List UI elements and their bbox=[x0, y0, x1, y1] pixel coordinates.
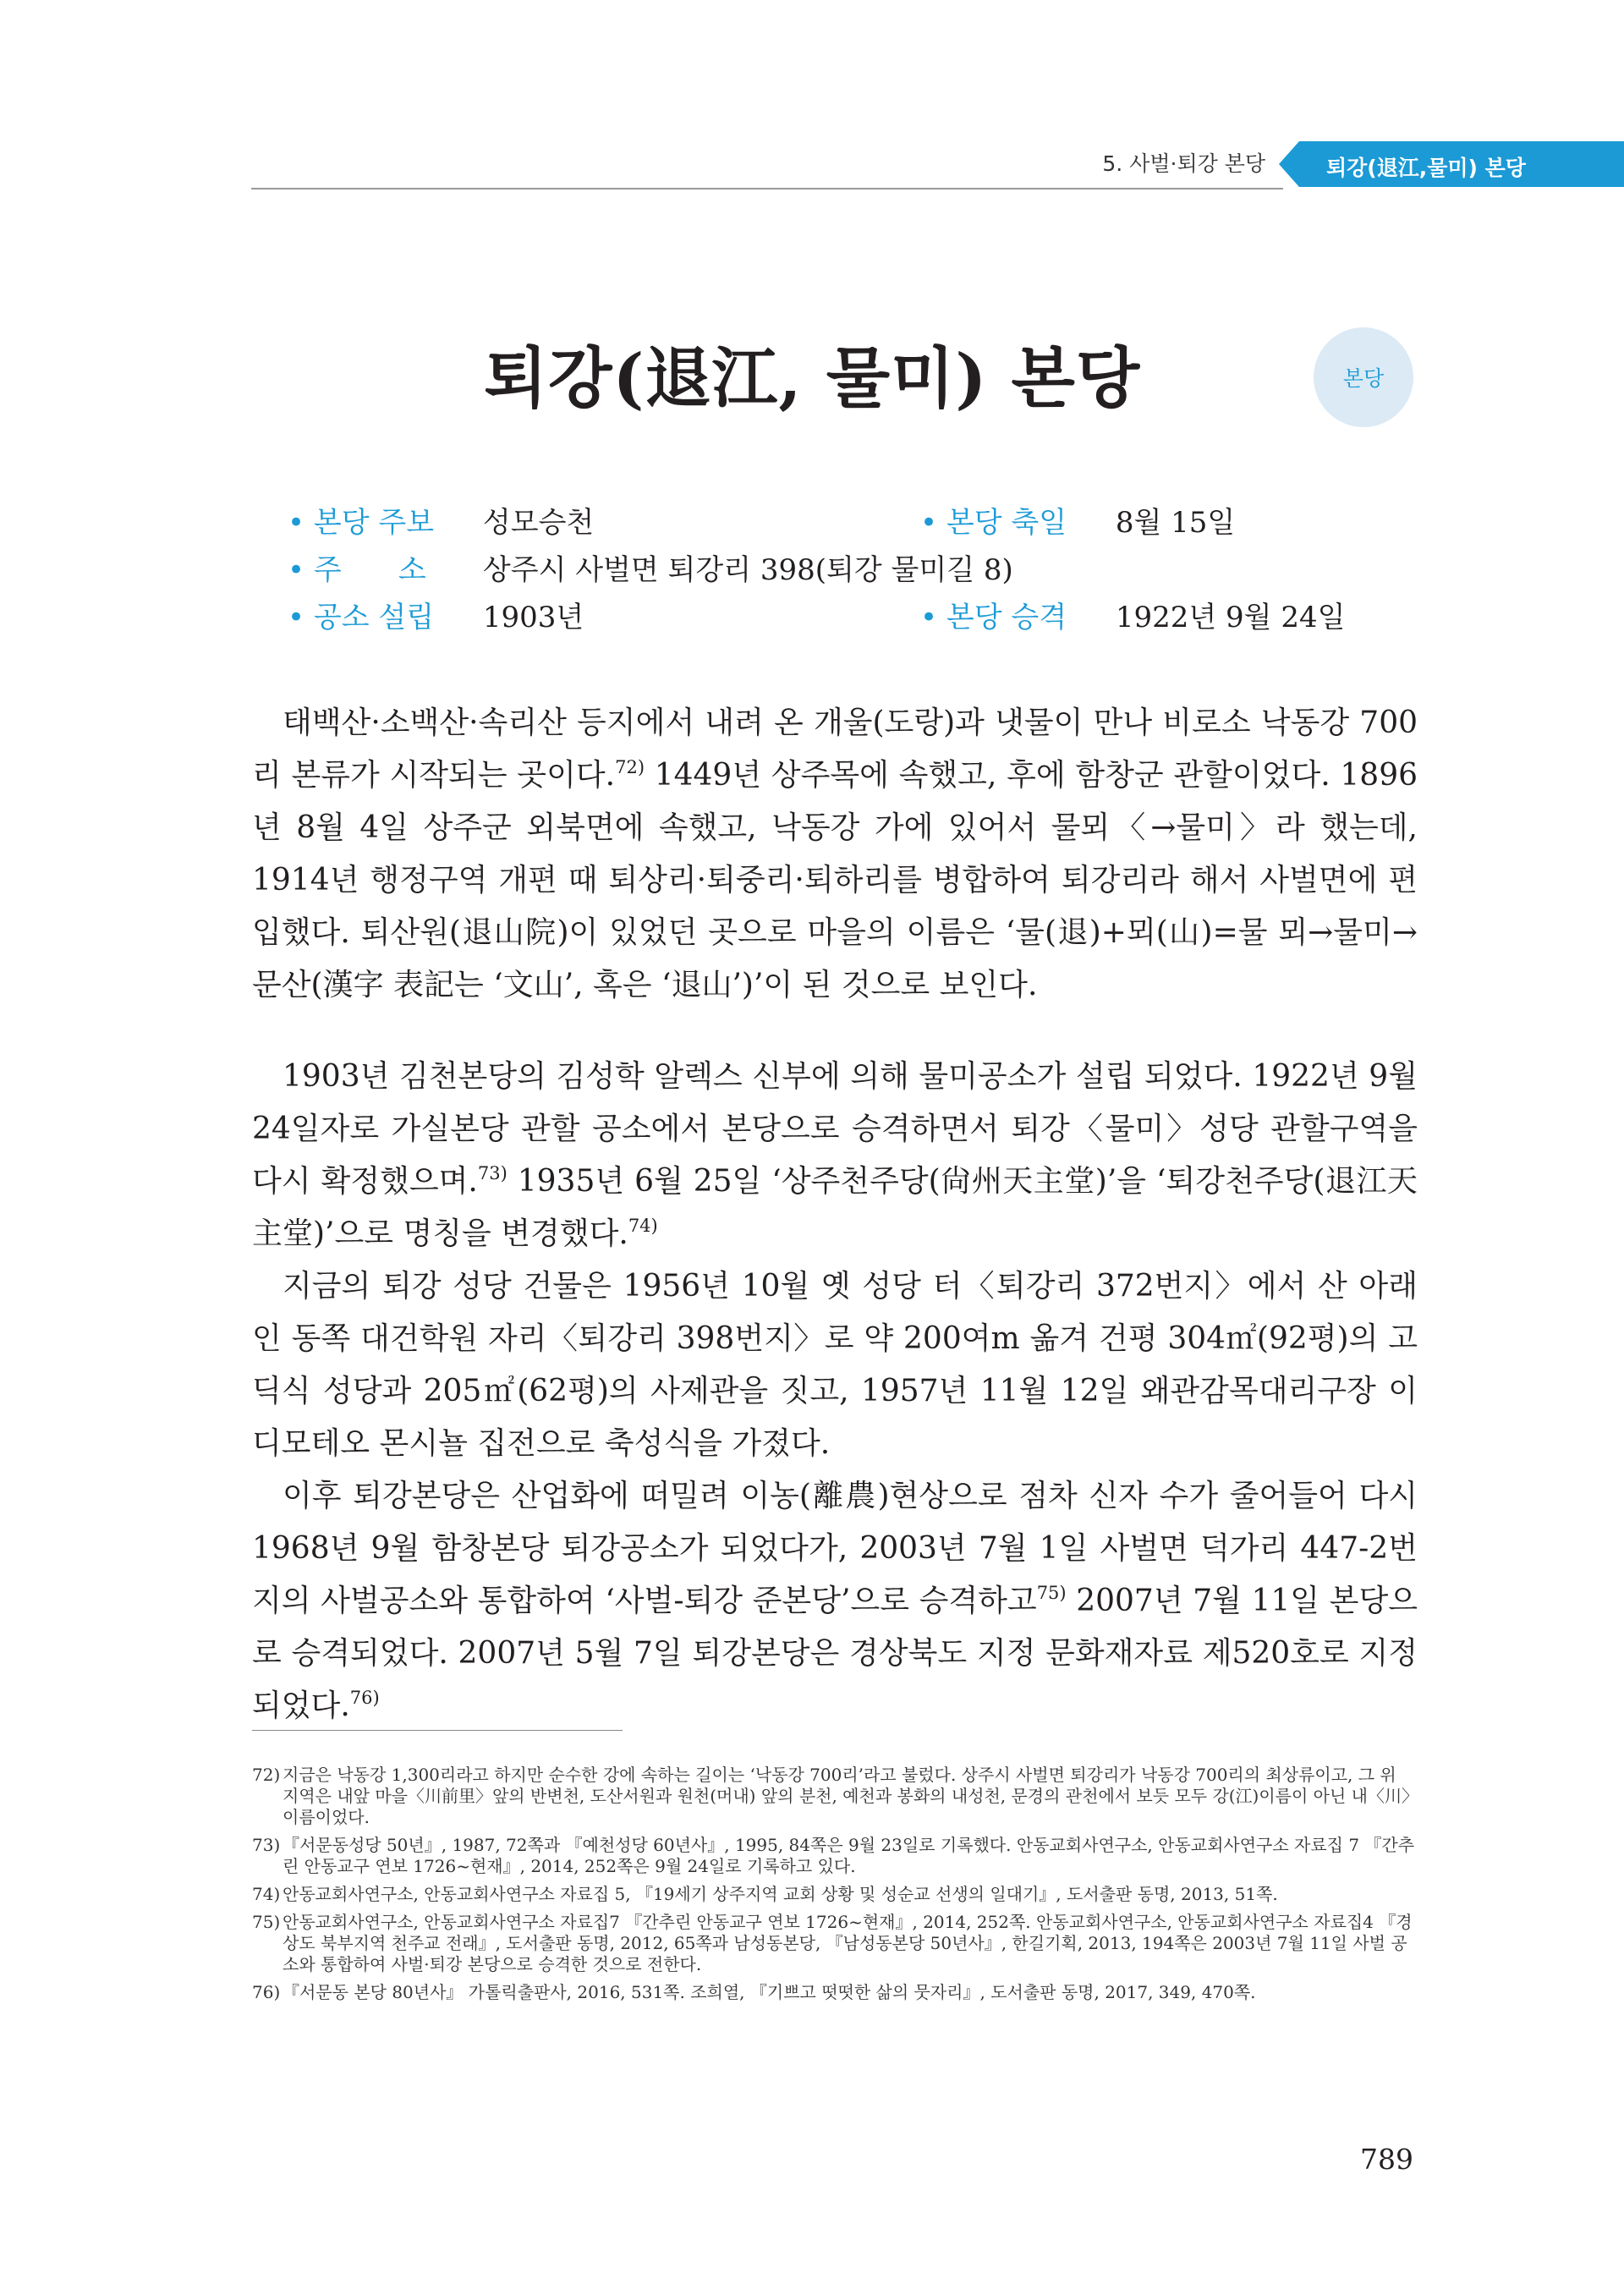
paragraph bbox=[252, 1051, 1418, 1260]
info-parish bbox=[920, 594, 1345, 635]
info-value: 상주시 사벌면 퇴강리 398(퇴강 물미길 8) bbox=[482, 553, 1013, 587]
running-header-tab bbox=[1279, 141, 1624, 187]
footnote-ref: 73) bbox=[477, 1163, 508, 1183]
footnotes bbox=[252, 1765, 1418, 2010]
footnote-text: 『서문동성당 50년』, 1987, 72쪽과 『예천성당 60년사』, 1995, 84쪽은 9월 23일로 기록했다. 안동교회사연구소, 안동교회사연구소 자료집 7 『간추린 안동교구 연보 1726~현재』, 2014, 252쪽은 9월 24일로 기록하고 있다. bbox=[283, 1835, 1415, 1876]
info-value: 1903년 bbox=[482, 601, 584, 634]
info-patron bbox=[288, 499, 594, 541]
bullet-icon: • bbox=[920, 506, 946, 540]
body-section-2 bbox=[252, 1051, 1418, 1732]
paragraph-text: 1449년 상주목에 속했고, 후에 함창군 관할이었다. 1896년 8월 4일 상주군 외북면에 속했고, 낙동강 가에 있어서 물뫼〈→물미〉라 했는데, 1914년 행정구역 개편 때 퇴상리·퇴중리·퇴하리를 병합하여 퇴강리라 해서 사벌면에 편입했다. 퇴산원(退山院)이 있었던 곳으로 마을의 이름은 ‘물(退)+뫼(山)=물 뫼→물미→문산(漢字 表記는 ‘文山’, 혹은 ‘退山’)’이 된 것으로 보인다. bbox=[252, 758, 1418, 1002]
info-value: 성모승천 bbox=[482, 506, 595, 540]
bullet-icon: • bbox=[288, 553, 314, 587]
footnote bbox=[252, 1765, 1418, 1828]
footnote bbox=[252, 1835, 1418, 1877]
footnote-ref: 72) bbox=[615, 757, 645, 777]
paragraph-text: 태백산·소백산·속리산 등지에서 내려 온 개울(도랑)과 냇물이 만나 비로소 낙동강 700리 본류가 시작되는 곳이다. bbox=[252, 706, 1418, 793]
running-header-section: 5. 사벌·퇴강 본당 bbox=[1102, 151, 1265, 176]
info-value: 8월 15일 bbox=[1115, 506, 1236, 540]
header-tab-label: 퇴강(退江,물미) 본당 bbox=[1326, 156, 1526, 180]
paragraph bbox=[252, 697, 1418, 1012]
info-label: 본당 주보 bbox=[313, 506, 435, 540]
footnote-number: 72) bbox=[252, 1765, 281, 1785]
info-feast bbox=[920, 499, 1235, 541]
footnote-ref: 74) bbox=[628, 1216, 658, 1236]
paragraph-text: 이후 퇴강본당은 산업화에 떠밀려 이농(離農)현상으로 점차 신자 수가 줄어들어 다시 1968년 9월 함창본당 퇴강공소가 되었다가, 2003년 7월 1일 사벌면 덕가리 447-2번지의 사벌공소와 통합하여 ‘사벌-퇴강 준본당’으로 승격하고 bbox=[252, 1479, 1418, 1618]
paragraph-text: 1935년 6월 25일 ‘상주천주당(尙州天主堂)’을 ‘퇴강천주당(退江天主堂)’으로 명칭을 변경했다. bbox=[252, 1164, 1418, 1251]
footnote bbox=[252, 1884, 1418, 1905]
paragraph-text: 1903년 김천본당의 김성학 알렉스 신부에 의해 물미공소가 설립 되었다. 1922년 9월 24일자로 가실본당 관할 공소에서 본당으로 승격하면서 퇴강〈물미〉성당 관할구역을 다시 확정했으며. bbox=[252, 1059, 1418, 1199]
info-label: 본당 축일 bbox=[946, 506, 1067, 540]
footnote-text: 지금은 낙동강 1,300리라고 하지만 순수한 강에 속하는 길이는 ‘낙동강 700리’라고 불렀다. 상주시 사벌면 퇴강리가 낙동강 700리의 최상류이고, 그 위 지역은 내앞 마을〈川前里〉앞의 반변천, 도산서원과 원천(머내) 앞의 분천, 예천과 봉화의 내성천, 문경의 관천에서 보듯 모두 강(江)이름이 아닌 내〈川〉이름이었다. bbox=[283, 1765, 1410, 1827]
info-value: 1922년 9월 24일 bbox=[1115, 601, 1346, 634]
footnote-text: 안동교회사연구소, 안동교회사연구소 자료집7 『간추린 안동교구 연보 1726~현재』, 2014, 252쪽. 안동교회사연구소, 안동교회사연구소 자료집4 『경상도 북부지역 천주교 전래』, 도서출판 동명, 2012, 65쪽과 남성동본당, 『남성동본당 50년사』, 한길기획, 2013, 194쪽은 2003년 7월 11일 사벌 공소와 통합하여 사벌·퇴강 본당으로 승격한 것으로 전한다. bbox=[283, 1912, 1413, 1974]
paragraph-text: 2007년 7월 11일 본당으로 승격되었다. 2007년 5월 7일 퇴강본당은 경상북도 지정 문화재자료 제520호로 지정되었다. bbox=[252, 1584, 1418, 1723]
info-label: 본당 승격 bbox=[946, 601, 1067, 634]
bullet-icon: • bbox=[920, 601, 946, 634]
footnote-text: 안동교회사연구소, 안동교회사연구소 자료집 5, 『19세기 상주지역 교회 상황 및 성순교 선생의 일대기』, 도서출판 동명, 2013, 51쪽. bbox=[283, 1884, 1278, 1904]
paragraph: 지금의 퇴강 성당 건물은 1956년 10월 옛 성당 터〈퇴강리 372번지〉에서 산 아래인 동쪽 대건학원 자리〈퇴강리 398번지〉로 약 200여m 옮겨 건평 304㎡(92평)의 고딕식 성당과 205㎡(62평)의 사제관을 짓고, 1957년 11월 12일 왜관감목대리구장 이 디모테오 몬시뇰 집전으로 축성식을 가졌다. bbox=[252, 1269, 1418, 1461]
info-label: 주 bbox=[313, 553, 342, 587]
info-mission bbox=[288, 594, 584, 635]
footnote-number: 74) bbox=[252, 1884, 281, 1904]
page-number: 789 bbox=[1360, 2143, 1413, 2176]
bullet-icon: • bbox=[288, 506, 314, 540]
footnote-number: 73) bbox=[252, 1835, 281, 1855]
info-label: 소 bbox=[398, 553, 426, 587]
paragraph bbox=[252, 1470, 1418, 1732]
header-rule bbox=[251, 188, 1283, 189]
body-section-1 bbox=[252, 697, 1418, 1012]
footnote bbox=[252, 1982, 1418, 2003]
footnote-ref: 75) bbox=[1036, 1583, 1067, 1603]
footnote-rule bbox=[252, 1730, 623, 1731]
bullet-icon: • bbox=[288, 601, 314, 634]
footnote-ref: 76) bbox=[349, 1688, 380, 1708]
footnote-number: 76) bbox=[252, 1982, 281, 2002]
footnote-number: 75) bbox=[252, 1912, 281, 1932]
parish-badge: 본당 bbox=[1314, 327, 1413, 427]
info-address bbox=[288, 546, 1013, 588]
footnote-text: 『서문동 본당 80년사』 가톨릭출판사, 2016, 531쪽. 조희열, 『기쁘고 떳떳한 삶의 뭇자리』, 도서출판 동명, 2017, 349, 470쪽. bbox=[283, 1982, 1256, 2002]
footnote bbox=[252, 1912, 1418, 1975]
page-title: 퇴강(退江, 물미) 본당 bbox=[483, 340, 1141, 417]
info-label: 공소 설립 bbox=[313, 601, 435, 634]
